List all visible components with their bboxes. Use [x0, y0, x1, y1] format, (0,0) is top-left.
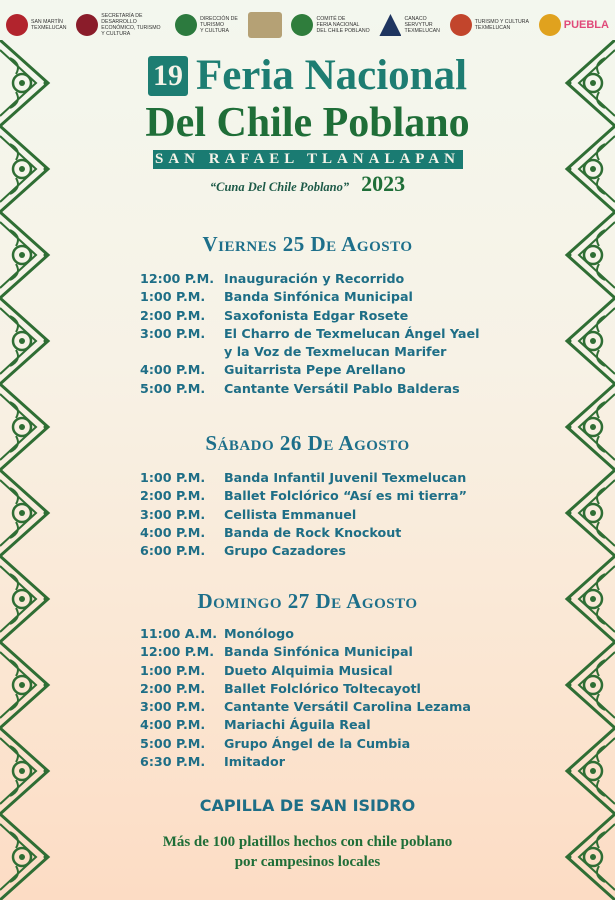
schedule-row	[140, 735, 520, 753]
event-activity: y la Voz de Texmelucan Marifer	[224, 344, 447, 360]
event-title-line2: Del Chile Poblano	[145, 100, 470, 146]
event-activity: Saxofonista Edgar Rosete	[224, 307, 409, 323]
event-time: 4:00 P.M.	[140, 524, 206, 540]
logo-text: TURISMO Y CULTURA TEXMELUCAN	[474, 19, 529, 31]
event-activity: Inauguración y Recorrido	[224, 271, 405, 286]
event-time: 1:00 P.M.	[140, 470, 206, 485]
event-activity: Monólogo	[224, 626, 294, 641]
logo-mark-icon	[6, 14, 28, 36]
event-activity: Banda Sinfónica Municipal	[224, 289, 413, 305]
schedule-row	[140, 716, 520, 734]
event-activity: Cantante Versátil Carolina Lezama	[224, 699, 471, 715]
logo-canaco	[379, 14, 439, 36]
event-time: 6:30 P.M.	[140, 754, 206, 770]
logo-mark-icon	[291, 14, 313, 36]
event-activity: Mariachi Águila Real	[224, 717, 371, 733]
event-activity: Ballet Folclórico Toltecayotl	[224, 680, 421, 696]
tagline-row	[60, 171, 555, 197]
schedule-row	[140, 307, 520, 325]
logo-text: COMITÉ DE FERIA NACIONAL DEL CHILE POBLANO	[316, 16, 370, 34]
title-text-line1: Feria Nacional	[195, 52, 468, 99]
schedule-row	[140, 524, 520, 542]
schedule-row	[140, 288, 520, 306]
schedule-row	[140, 643, 520, 661]
schedule-row	[140, 680, 520, 698]
event-activity: Guitarrista Pepe Arellano	[224, 362, 406, 378]
schedule-row	[140, 380, 520, 398]
logo-text: PUEBLA	[563, 19, 609, 31]
logo-text: SAN MARTÍN TEXMELUCAN	[31, 19, 67, 31]
edition-badge: 19	[148, 56, 188, 96]
event-time: 3:00 P.M.	[140, 325, 206, 341]
logo-text: DIRECCIÓN DE TURISMO Y CULTURA	[200, 16, 238, 34]
event-time: 4:00 P.M.	[140, 717, 206, 733]
event-activity: Ballet Folclórico “Así es mi tierra”	[224, 488, 467, 504]
event-title-line1	[60, 52, 555, 100]
logo-mark-icon	[76, 14, 98, 36]
event-time: 4:00 P.M.	[140, 362, 206, 378]
event-activity: Cellista Emmanuel	[224, 506, 357, 522]
logo-secretaria-desarrollo	[76, 13, 165, 37]
right-ornamental-border	[555, 40, 615, 900]
schedule-friday	[140, 270, 520, 398]
logo-mark-icon	[379, 14, 401, 36]
event-time: 1:00 P.M.	[140, 662, 206, 678]
event-time: 2:00 P.M.	[140, 680, 206, 696]
event-time: 12:00 P.M.	[140, 644, 215, 660]
logo-mark-icon	[175, 14, 197, 36]
schedule-row	[140, 506, 520, 524]
tagline: “Cuna Del Chile Poblano”	[209, 180, 350, 194]
event-activity: Banda de Rock Knockout	[224, 524, 402, 540]
day-heading-saturday: Sábado 26 De Agosto	[205, 431, 410, 455]
logo-turismo-cultura-texmelucan	[450, 14, 529, 36]
event-year: 2023	[361, 171, 406, 196]
day-heading-friday: Viernes 25 De Agosto	[202, 232, 413, 256]
logo-mark-icon	[248, 12, 282, 38]
event-activity: Banda Sinfónica Municipal	[224, 644, 413, 660]
event-time: 1:00 P.M.	[140, 289, 206, 305]
schedule-row	[140, 270, 520, 288]
logo-mark-icon	[450, 14, 472, 36]
event-time: 3:00 P.M.	[140, 699, 206, 715]
location-banner: SAN RAFAEL TLANALAPAN	[153, 150, 463, 169]
event-time: 2:00 P.M.	[140, 488, 206, 504]
left-ornamental-border	[0, 40, 60, 900]
schedule-row	[140, 625, 520, 643]
schedule-row	[140, 361, 520, 379]
venue-name: CAPILLA DE SAN ISIDRO	[199, 796, 416, 815]
logo-text: SECRETARÍA DE DESARROLLO ECONÓMICO, TURISMO Y CULTURA	[101, 13, 161, 37]
logo-texmelucan-ayuntamiento	[6, 14, 66, 36]
schedule-row	[140, 325, 520, 343]
event-time: 3:00 P.M.	[140, 506, 206, 522]
footer-line2: por campesinos locales	[234, 854, 381, 870]
schedule-sunday	[140, 625, 520, 771]
schedule-row	[140, 753, 520, 771]
event-time: 12:00 P.M.	[140, 271, 215, 286]
schedule-row	[140, 487, 520, 505]
logo-puebla	[539, 14, 609, 36]
logo-direccion-turismo	[175, 14, 238, 36]
event-time: 2:00 P.M.	[140, 307, 206, 323]
schedule-row	[140, 343, 520, 361]
event-activity: Imitador	[224, 754, 285, 770]
logo-seal	[248, 12, 282, 38]
logo-text: CANACO SERVYTUR TEXMELUCAN	[404, 16, 440, 34]
schedule-row	[140, 469, 520, 487]
schedule-row	[140, 698, 520, 716]
event-time: 5:00 P.M.	[140, 380, 206, 396]
event-activity: Grupo Ángel de la Cumbia	[224, 735, 411, 751]
logo-comite-feria	[291, 14, 369, 36]
sponsor-logo-bar	[6, 6, 609, 44]
event-activity: Dueto Alquimia Musical	[224, 662, 393, 678]
day-heading-sunday: Domingo 27 De Agosto	[197, 589, 418, 613]
schedule-row	[140, 542, 520, 560]
footer-note	[60, 832, 555, 872]
event-activity: El Charro de Texmelucan Ángel Yael	[224, 325, 480, 341]
event-time: 11:00 A.M.	[140, 626, 218, 641]
event-time: 5:00 P.M.	[140, 735, 206, 751]
title-block	[60, 52, 555, 197]
event-activity: Banda Infantil Juvenil Texmelucan	[224, 470, 467, 485]
event-time: 6:00 P.M.	[140, 543, 206, 559]
logo-mark-icon	[539, 14, 561, 36]
footer-line1: Más de 100 platillos hechos con chile poblano	[162, 834, 453, 850]
schedule-saturday	[140, 469, 520, 560]
event-activity: Grupo Cazadores	[224, 543, 346, 559]
schedule-row	[140, 662, 520, 680]
event-activity: Cantante Versátil Pablo Balderas	[224, 380, 460, 396]
event-time	[140, 343, 224, 361]
